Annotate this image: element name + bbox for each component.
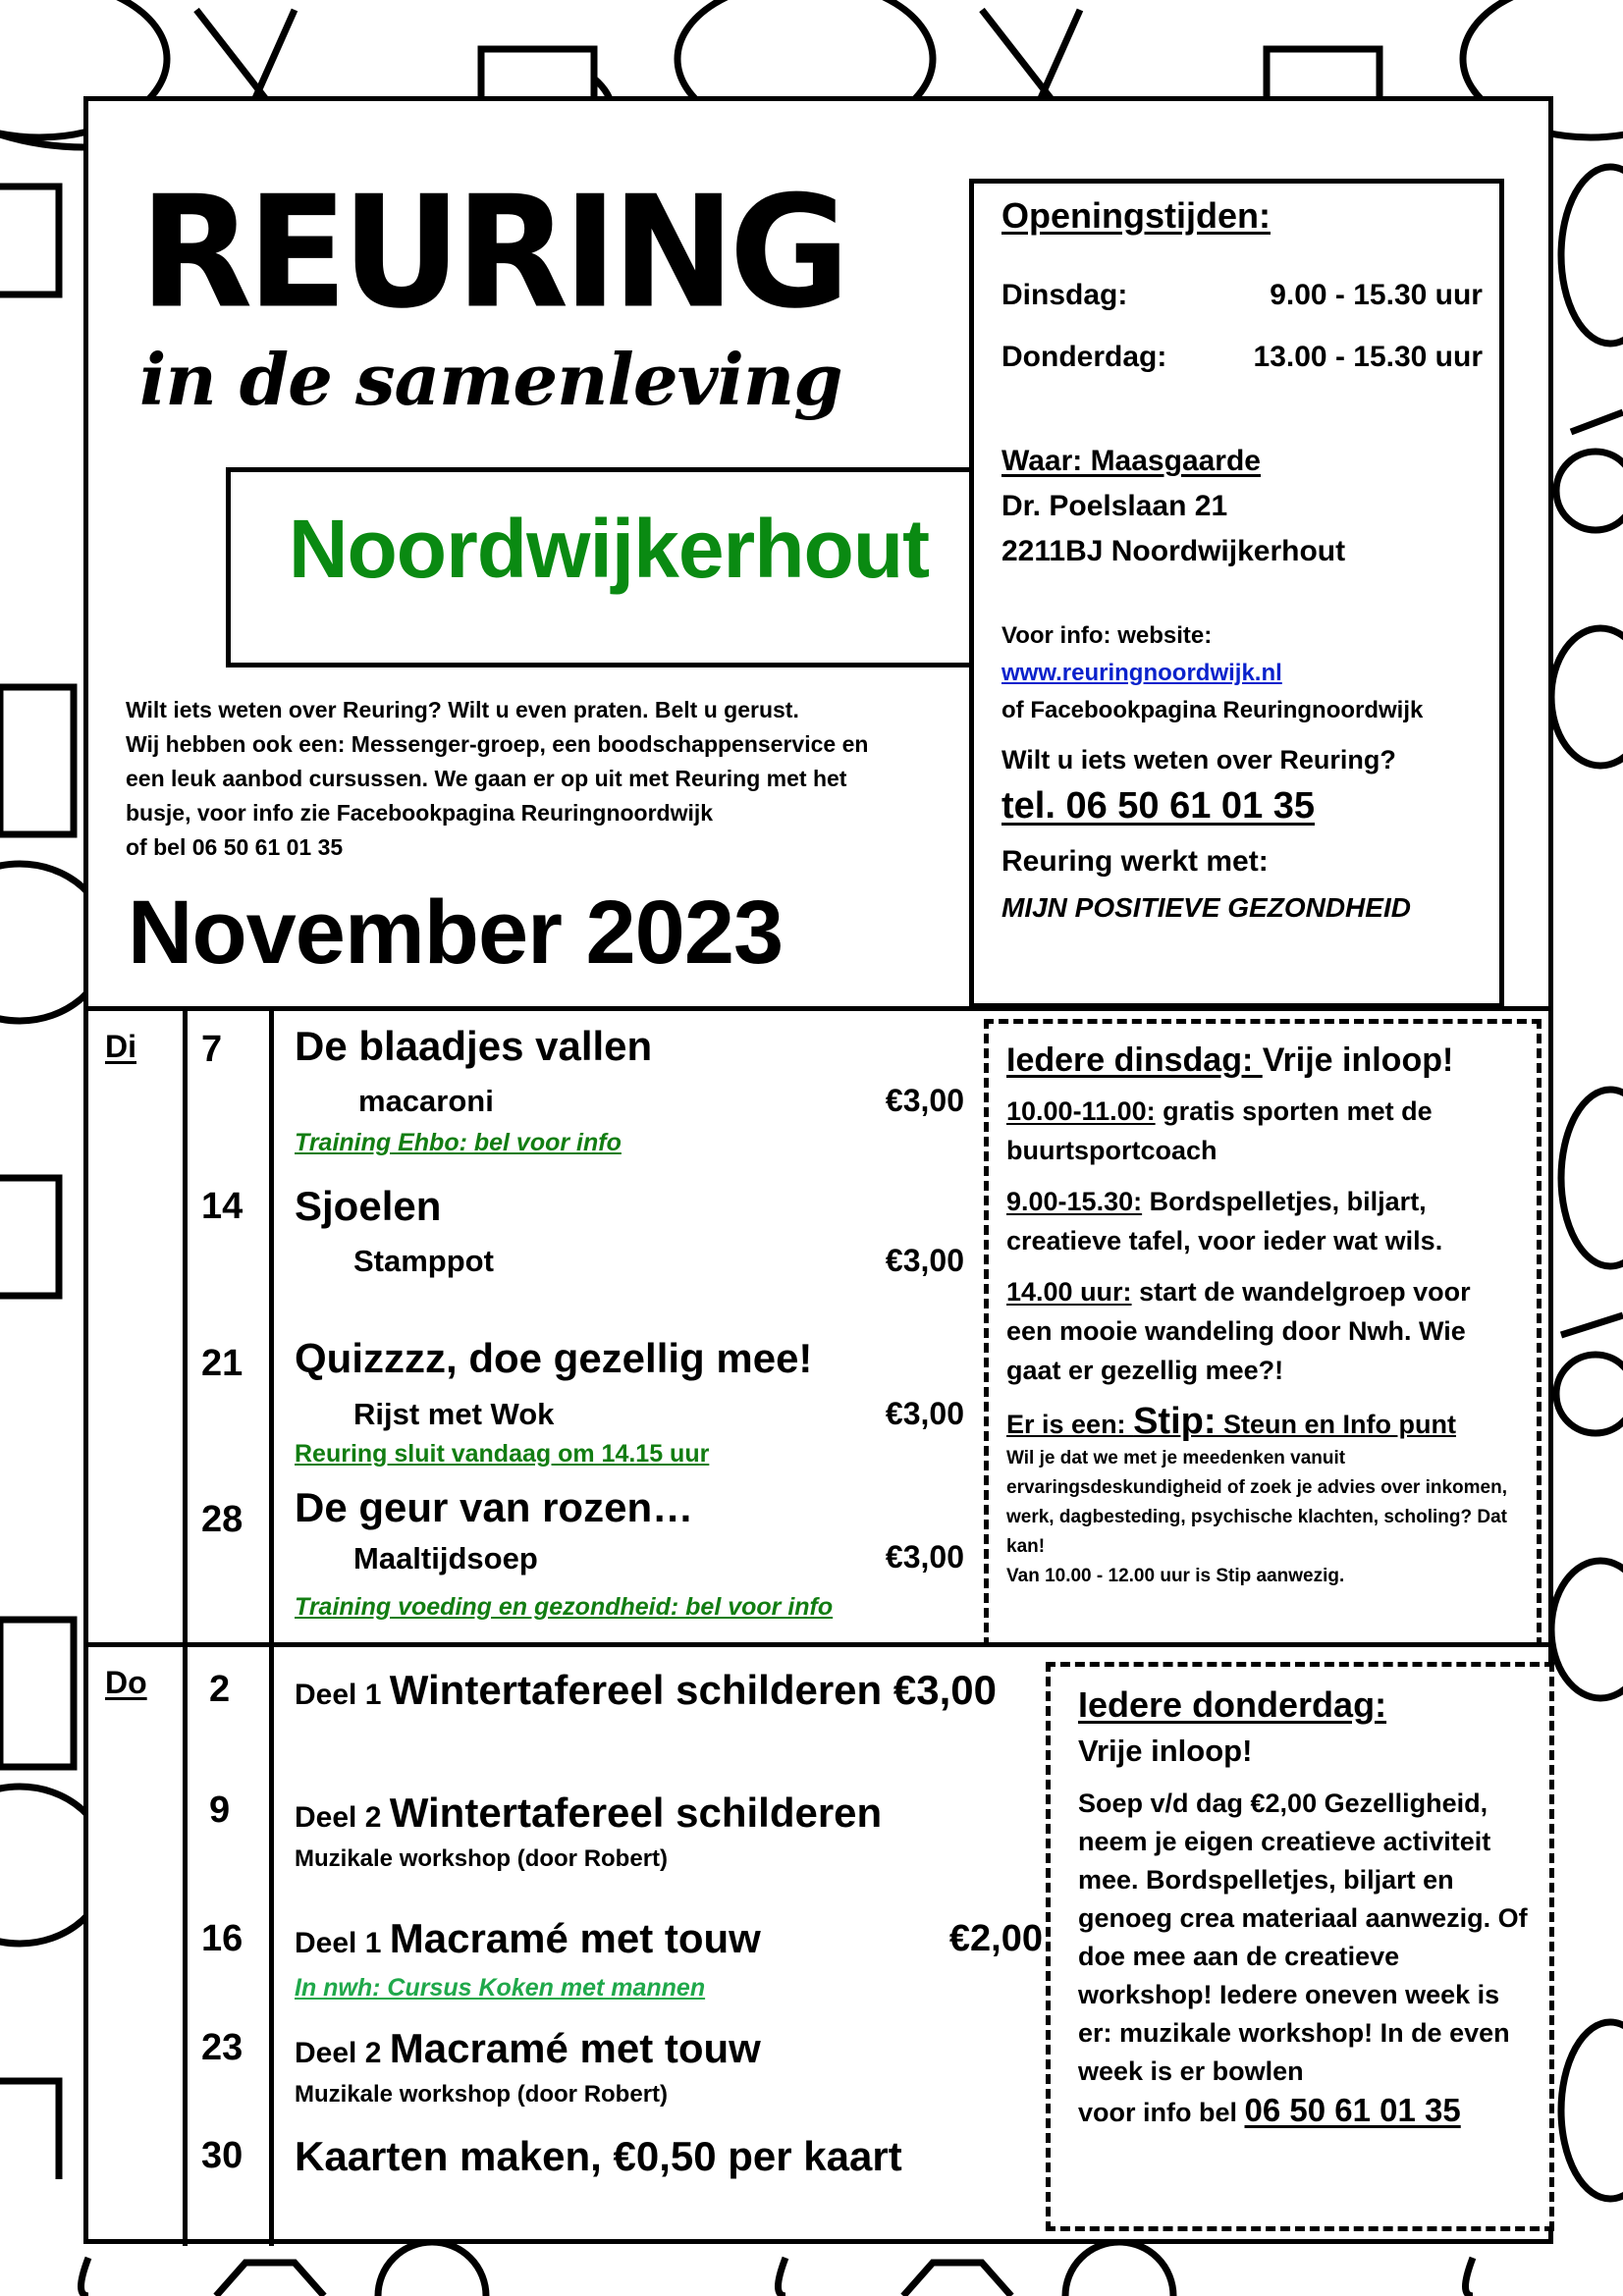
item-text: Bordspelletjes, biljart, creatieve tafel, voor ieder wat wils.	[1006, 1187, 1443, 1255]
event-note: Reuring sluit vandaag om 14.15 uur	[295, 1440, 710, 1468]
event-price: €3,00	[885, 1083, 964, 1118]
puzzle-doodle-icon	[0, 187, 59, 2179]
hours-day: Dinsdag:	[1001, 278, 1128, 311]
thursday-box-title: Iedere donderdag:	[1078, 1684, 1387, 1725]
glass-doodle-icon	[0, 687, 74, 1767]
event-title: De geur van rozen…	[295, 1484, 694, 1530]
address	[1001, 439, 1499, 574]
thursday-section	[88, 1642, 1548, 2246]
logo-title: REURING	[139, 163, 844, 344]
month-title: November 2023	[128, 882, 784, 983]
event-meal: macaroni	[358, 1084, 494, 1118]
event-date: 14	[201, 1186, 243, 1227]
tuesday-box-title	[1006, 1041, 1523, 1080]
event-date: 16	[201, 1918, 243, 1959]
town-box	[226, 467, 992, 667]
thursday-info-box	[1046, 1662, 1554, 2231]
event-note: In nwh: Cursus Koken met mannen	[295, 1974, 706, 2002]
pan-doodle-icon	[1561, 167, 1623, 2199]
event-part: Deel 1	[295, 1927, 390, 1959]
tuesday-box-title-day: Iedere dinsdag:	[1006, 1041, 1263, 1079]
thursday-info-phone: 06 50 61 01 35	[1244, 2092, 1461, 2128]
day-column	[88, 1647, 188, 2246]
hours-time: 13.00 - 15.30 uur	[1253, 340, 1483, 373]
item-time: 14.00 uur:	[1006, 1277, 1132, 1307]
stip-prefix: Er is een:	[1006, 1410, 1134, 1439]
event-note: Training Ehbo: bel voor info	[295, 1129, 622, 1156]
tuesday-item	[1006, 1182, 1523, 1260]
item-text: gratis sporten met de buurtsportcoach	[1006, 1096, 1433, 1165]
event-date: 28	[201, 1499, 243, 1540]
event-title	[295, 1789, 882, 1837]
hours-day: Donderdag:	[1001, 340, 1167, 373]
location-name: Waar: Maasgaarde	[1001, 445, 1261, 477]
event-price: €2,00	[948, 1918, 1043, 1959]
tuesday-section	[88, 1006, 1548, 1642]
hours-time: 9.00 - 15.30 uur	[1270, 278, 1483, 311]
contact-question: Wilt u iets weten over Reuring?	[1001, 745, 1396, 774]
event-title	[295, 1667, 997, 1714]
stip-name: Stip:	[1133, 1401, 1217, 1442]
bingo-doodle-icon	[1556, 412, 1623, 1433]
works-with-value: MIJN POSITIEVE GEZONDHEID	[1001, 892, 1411, 923]
day-label: Di	[105, 1029, 136, 1064]
event-date: 7	[201, 1029, 223, 1070]
intro-line: een leuk aanbod cursussen. We gaan er op uit met Reuring met het	[126, 766, 847, 791]
thursday-box-text: Soep v/d dag €2,00 Gezelligheid, neem je eigen creatieve activiteit mee. Bordspelletjes, biljart en genoeg crea materiaal aanwezig. Of doe mee aan de creatieve workshop! Iedere oneven week is er: muzikale workshop! In de even week is er bowlen	[1078, 1789, 1528, 2086]
intro-text	[126, 693, 941, 865]
tuesday-info-box	[984, 1019, 1542, 1647]
tuesday-item	[1006, 1272, 1523, 1390]
event-name: Wintertafereel schilderen €3,00	[389, 1667, 997, 1713]
thursday-info-prefix: voor info bel	[1078, 2098, 1245, 2127]
event-part: Deel 2	[295, 2037, 390, 2069]
thursday-box-body	[1078, 1785, 1538, 2132]
info-box	[969, 179, 1504, 1008]
opening-hours-title: Openingstijden:	[1001, 195, 1271, 236]
bottom-doodle-row	[81, 2242, 1474, 2296]
event-title: Kaarten maken, €0,50 per kaart	[295, 2133, 902, 2179]
event-meal: Stamppot	[353, 1244, 494, 1278]
hours-row	[1001, 264, 1499, 326]
intro-line: Wilt iets weten over Reuring? Wilt u even praten. Belt u gerust.	[126, 697, 799, 722]
event-date: 9	[209, 1789, 231, 1831]
date-column	[188, 1647, 274, 2246]
flyer-frame	[83, 96, 1553, 2244]
hours-row	[1001, 326, 1499, 388]
event-subtitle: Muzikale workshop (door Robert)	[295, 2081, 669, 2108]
facebook-text: of Facebookpagina Reuringnoordwijk	[1001, 697, 1424, 723]
event-name: Wintertafereel schilderen	[389, 1789, 883, 1836]
event-price: €3,00	[885, 1396, 964, 1431]
postal-city: 2211BJ Noordwijkerhout	[1001, 535, 1346, 567]
event-date: 21	[201, 1343, 243, 1384]
tuesday-box-title-rest: Vrije inloop!	[1262, 1041, 1454, 1079]
street: Dr. Poelslaan 21	[1001, 490, 1228, 522]
event-name: Macramé met touw	[389, 2025, 761, 2071]
thursday-box-subtitle: Vrije inloop!	[1078, 1734, 1253, 1768]
item-time: 10.00-11.00:	[1006, 1096, 1156, 1126]
event-title: Sjoelen	[295, 1183, 442, 1229]
works-with-label: Reuring werkt met:	[1001, 845, 1269, 878]
stip-heading	[1006, 1402, 1523, 1444]
event-price: €3,00	[885, 1539, 964, 1575]
event-title: Quizzzz, doe gezellig mee!	[295, 1335, 813, 1381]
event-subtitle: Muzikale workshop (door Robert)	[295, 1845, 669, 1872]
intro-line: Wij hebben ook een: Messenger-groep, een boodschappenservice en	[126, 731, 869, 757]
website-link[interactable]: www.reuringnoordwijk.nl	[1001, 660, 1282, 686]
event-part: Deel 2	[295, 1801, 390, 1834]
intro-line: busje, voor info zie Facebookpagina Reuringnoordwijk	[126, 800, 714, 826]
event-meal: Maaltijdsoep	[353, 1541, 538, 1575]
tuesday-item	[1006, 1092, 1523, 1170]
event-note: Training voeding en gezondheid: bel voor info	[295, 1593, 834, 1621]
opening-hours	[1001, 264, 1499, 388]
item-time: 9.00-15.30:	[1006, 1187, 1143, 1216]
stip-suffix: Steun en Info punt	[1216, 1410, 1456, 1439]
event-title: De blaadjes vallen	[295, 1023, 653, 1069]
event-title	[295, 2025, 761, 2072]
website-label: Voor info: website:	[1001, 622, 1213, 649]
website-info	[1001, 617, 1499, 729]
town-name: Noordwijkerhout	[288, 503, 930, 595]
event-date: 23	[201, 2027, 243, 2068]
stip-text: Wil je dat we met je meedenken vanuit ervaringsdeskundigheid of zoek je advies over inkomen, werk, dagbesteding, psychische klachten, scholing? Dat kan!	[1006, 1448, 1507, 1557]
item-text: start de wandelgroep voor een mooie wandeling door Nwh. Wie gaat er gezellig mee?!	[1006, 1277, 1471, 1385]
event-date: 30	[201, 2135, 243, 2176]
event-price: €3,00	[885, 1243, 964, 1278]
event-part: Deel 1	[295, 1679, 390, 1711]
event-name: Macramé met touw	[389, 1915, 761, 1961]
phone-number: tel. 06 50 61 01 35	[1001, 785, 1316, 827]
intro-line: of bel 06 50 61 01 35	[126, 834, 344, 860]
event-title	[295, 1915, 761, 1962]
day-label: Do	[105, 1665, 147, 1700]
logo-subtitle: in de samenleving	[139, 338, 842, 421]
day-column	[88, 1011, 188, 1642]
stip-time: Van 10.00 - 12.00 uur is Stip aanwezig.	[1006, 1566, 1345, 1586]
event-meal: Rijst met Wok	[353, 1397, 555, 1431]
date-column	[188, 1011, 274, 1642]
event-date: 2	[209, 1669, 231, 1710]
